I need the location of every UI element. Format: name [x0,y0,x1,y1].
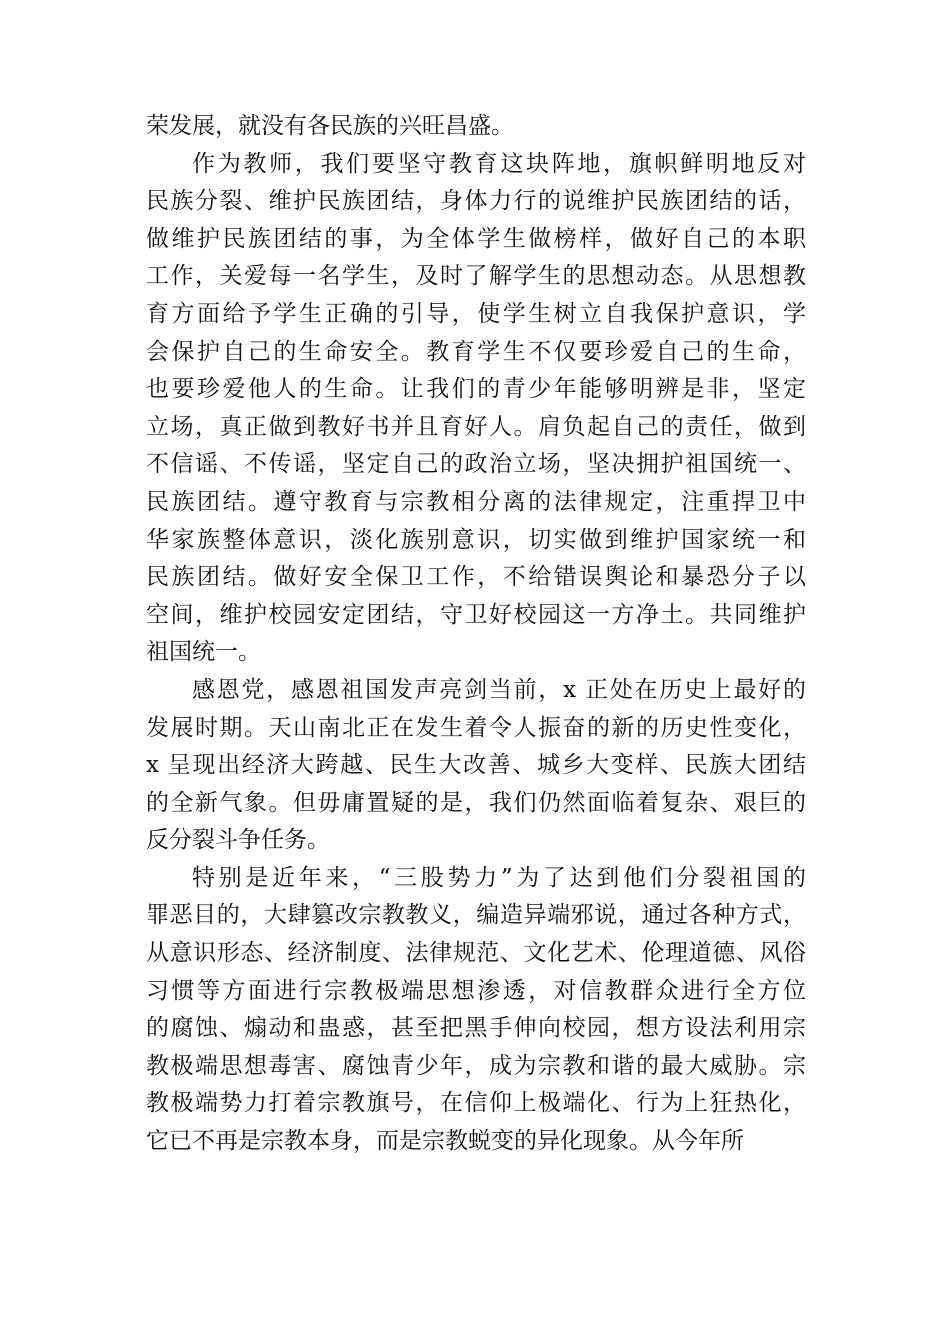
text-line: 的全新气象。但毋庸置疑的是，我们仍然面临着复杂、艰巨的 [146,789,806,816]
text-line: 荣发展，就没有各民族的兴旺昌盛。 [146,113,514,139]
text-line: 也要珍爱他人的生命。让我们的青少年能够明辨是非，坚定 [146,376,806,403]
document-body [146,108,806,1161]
text-line: 民族团结。遵守教育与宗教相分离的法律规定，注重捍卫中 [146,488,806,515]
text-line: 会保护自己的生命安全。教育学生不仅要珍爱自己的生命， [146,338,806,365]
paragraph [146,672,806,860]
paragraph [146,146,806,672]
text-line: 罪恶目的，大肆篡改宗教教义，编造异端邪说，通过各种方式， [146,902,806,929]
text-line: 它已不再是宗教本身，而是宗教蜕变的异化现象。从今年所 [146,1128,744,1155]
text-line: 不信谣、不传谣，坚定自己的政治立场，坚决拥护祖国统一、 [146,451,806,478]
text-line: 作为教师，我们要坚守教育这块阵地，旗帜鲜明地反对 [192,150,806,177]
text-line: 祖国统一。 [146,639,261,666]
text-line: 发展时期。天山南北正在发生着令人振奋的新的历史性变化， [146,714,806,741]
text-line: 的腐蚀、煽动和蛊惑，甚至把黑手伸向校园，想方设法利用宗 [146,1015,806,1042]
text-line: 从意识形态、经济制度、法律规范、文化艺术、伦理道德、风俗 [146,940,806,967]
text-line: 工作，关爱每一名学生，及时了解学生的思想动态。从思想教 [146,263,806,290]
text-line: 民族团结。做好安全保卫工作，不给错误舆论和暴恐分子以 [146,564,806,591]
text-line: 教极端思想毒害、腐蚀青少年，成为宗教和谐的最大威胁。宗 [146,1052,806,1079]
text-line: 育方面给予学生正确的引导，使学生树立自我保护意识，学 [146,300,806,327]
text-line: 华家族整体意识，淡化族别意识，切实做到维护国家统一和 [146,526,806,553]
text-line: 感恩党，感恩祖国发声亮剑当前，x 正处在历史上最好的 [192,676,806,703]
text-line: 做维护民族团结的事，为全体学生做榜样，做好自己的本职 [146,225,806,252]
text-line: 空间，维护校园安定团结，守卫好校园这一方净土。共同维护 [146,601,806,628]
paragraph [146,108,806,146]
text-line: 特别是近年来，“三股势力”为了达到他们分裂祖国的 [192,864,806,891]
text-line: x 呈现出经济大跨越、民生大改善、城乡大变样、民族大团结 [146,752,806,779]
paragraph [146,860,806,1161]
text-line: 习惯等方面进行宗教极端思想渗透，对信教群众进行全方位 [146,977,806,1004]
text-line: 民族分裂、维护民族团结，身体力行的说维护民族团结的话， [146,188,806,215]
text-line: 反分裂斗争任务。 [146,827,330,854]
text-line: 教极端势力打着宗教旗号，在信仰上极端化、行为上狂热化， [146,1090,806,1117]
text-line: 立场，真正做到教好书并且育好人。肩负起自己的责任，做到 [146,413,806,440]
